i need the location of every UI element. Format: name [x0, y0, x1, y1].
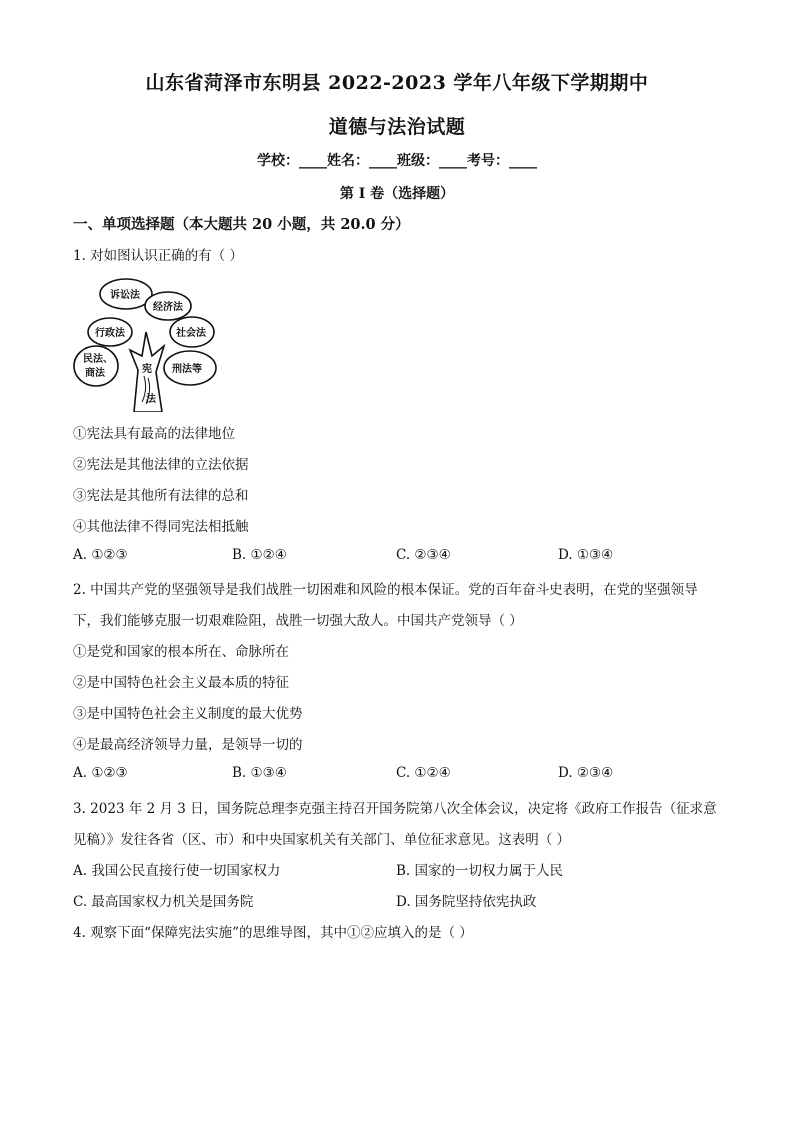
q2-item-4: ④是最高经济领导力量，是领导一切的 [73, 737, 303, 753]
q1-item-1: ①宪法具有最高的法律地位 [73, 426, 235, 442]
label-constitution-2: 法 [146, 394, 156, 405]
exam-subject: 道德与法治试题 [328, 116, 466, 138]
volume-heading: 第 I 卷（选择题） [339, 186, 455, 202]
label-criminal: 刑法等 [172, 364, 202, 375]
q2-item-2: ②是中国特色社会主义最本质的特征 [73, 675, 289, 691]
q1-item-4: ④其他法律不得同宪法相抵触 [73, 519, 249, 535]
question-3-stem-2: 见稿）》发往各省（区、市）和中央国家机关有关部门、单位征求意见。这表明（ ） [73, 832, 571, 848]
law-tree-figure [72, 272, 222, 412]
label-procedural: 诉讼法 [110, 290, 140, 301]
question-3-stem-1: 3. 2023 年 2 月 3 日，国务院总理李克强主持召开国务院第八次全体会议，决定将《政府工作报告（征求意 [73, 801, 717, 817]
q2-option-a[interactable]: A. ①②③ [73, 765, 128, 781]
question-4-stem: 4. 观察下面“保障宪法实施”的思维导图，其中①②应填入的是（ ） [73, 925, 473, 941]
label-commercial: 商法 [85, 368, 105, 379]
q3-option-a[interactable]: A. 我国公民直接行使一切国家权力 [73, 863, 281, 879]
q1-option-c[interactable]: C. ②③④ [396, 547, 451, 563]
q1-option-b[interactable]: B. ①②④ [232, 547, 287, 563]
q1-option-a[interactable]: A. ①②③ [73, 547, 128, 563]
q3-option-b[interactable]: B. 国家的一切权力属于人民 [396, 863, 564, 879]
student-info-line: 学校：____姓名：____班级：____考号：____ [257, 153, 537, 169]
section-heading: 一、单项选择题（本大题共 20 小题，共 20.0 分） [73, 216, 410, 233]
q2-item-3: ③是中国特色社会主义制度的最大优势 [73, 706, 303, 722]
q3-option-c[interactable]: C. 最高国家权力机关是国务院 [73, 894, 254, 910]
label-civil: 民法、 [83, 354, 113, 365]
q2-item-1: ①是党和国家的根本所在、命脉所在 [73, 644, 289, 660]
q2-option-c[interactable]: C. ①②④ [396, 765, 451, 781]
q1-item-2: ②宪法是其他法律的立法依据 [73, 457, 249, 473]
q2-option-b[interactable]: B. ①③④ [232, 765, 287, 781]
q1-item-3: ③宪法是其他所有法律的总和 [73, 488, 249, 504]
law-tree-illustration [72, 272, 222, 412]
label-administrative: 行政法 [95, 328, 125, 339]
exam-title: 山东省菏泽市东明县 2022-2023 学年八年级下学期期中 [145, 72, 649, 94]
label-economic: 经济法 [153, 302, 183, 313]
q2-option-d[interactable]: D. ②③④ [558, 765, 614, 781]
q1-option-d[interactable]: D. ①③④ [558, 547, 614, 563]
question-2-stem-2: 下，我们能够克服一切艰难险阻，战胜一切强大敌人。中国共产党领导（ ） [73, 613, 523, 629]
label-constitution-1: 宪 [142, 364, 152, 375]
leaf-civil-commercial-law [74, 346, 118, 386]
question-2-stem-1: 2. 中国共产党的坚强领导是我们战胜一切困难和风险的根本保证。党的百年奋斗史表明，在党的坚强领导 [73, 582, 698, 598]
q3-option-d[interactable]: D. 国务院坚持依宪执政 [396, 894, 537, 910]
question-1-stem: 1. 对如图认识正确的有（ ） [73, 248, 243, 264]
label-social: 社会法 [176, 328, 206, 339]
